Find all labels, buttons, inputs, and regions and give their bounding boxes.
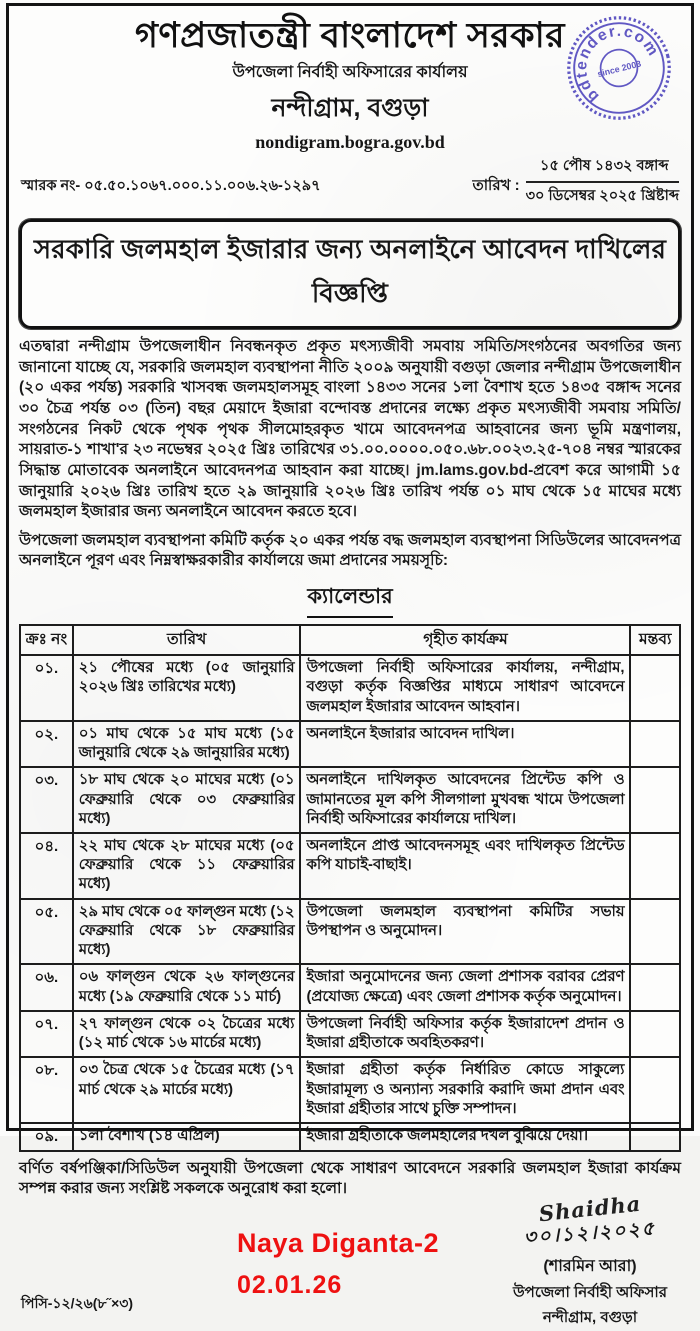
cell-activity: উপজেলা নির্বাহী অফিসার কর্তৃক ইজারাদেশ প্রদান ও ইজারা গ্রহীতাকে অবহিতকরণ।: [300, 1011, 630, 1057]
memo-number: স্মারক নং- ০৫.৫০.১০৬৭.০০০.১১.০০৬.২৬-১২৯৭: [21, 178, 321, 195]
col-header-remark: মন্তব্য: [630, 625, 680, 655]
col-header-date: তারিখ: [73, 625, 301, 655]
cell-remark: [630, 655, 680, 721]
table-row: [20, 721, 680, 767]
cell-date: ২১ পৌষের মধ্যে (০৫ জানুয়ারি ২০২৬ খ্রিঃ তারিখের মধ্যে): [73, 655, 301, 721]
col-header-serial: ক্রঃ নং: [20, 625, 73, 655]
table-row: [20, 899, 680, 965]
table-row: [20, 1123, 680, 1151]
memo-row: [19, 155, 681, 209]
table-row: [20, 655, 680, 721]
calendar-table: [19, 624, 681, 1152]
cell-activity: ইজারা গ্রহীতা কর্তৃক নির্ধারিত কোডে সাকুল্যে ইজারামূল্য ও অন্যান্য সরকারি করাদি জমা প্রদান এবং ইজারা গ্রহীতার সাথে চুক্তি সম্পাদন।: [300, 1057, 630, 1123]
signature-block: [512, 1191, 667, 1331]
date-gregorian: ৩০ ডিসেম্বর ২০২৫ খ্রিষ্টাব্দ: [525, 188, 679, 205]
cell-serial: ০৫.: [20, 899, 73, 965]
cell-activity: অনলাইনে দাখিলকৃত আবেদনের প্রিন্টেড কপি ও জামানতের মূল কপি সীলগালা মুখবন্ধ খামে উপজেলা নির্বাহী অফিসারের কার্যালয়ে দাখিল।: [300, 767, 630, 833]
print-code: পিসি-১২/২৬(৮˝×৩): [21, 1295, 134, 1312]
cell-serial: ০৮.: [20, 1057, 73, 1123]
bdtender-stamp-icon: [565, 14, 673, 122]
stamp-ring-text: bdtender.com: [572, 22, 663, 106]
signature-scribble: Shaidha: [537, 1191, 643, 1227]
cell-serial: ০৩.: [20, 767, 73, 833]
government-title: গণপ্রজাতন্ত্রী বাংলাদেশ সরকার: [134, 16, 566, 55]
col-header-activity: গৃহীত কার্যক্রম: [300, 625, 630, 655]
cell-activity: অনলাইনে প্রাপ্ত আবেদনসমূহ এবং দাখিলকৃত প্রিন্টেড কপি যাচাই-বাছাই।: [300, 833, 630, 899]
cell-activity: উপজেলা নির্বাহী অফিসারের কার্যালয়, নন্দীগ্রাম, বগুড়া কর্তৃক বিজ্ঞপ্তির মাধ্যমে সাধারণ আবেদনে জলমহাল ইজারার আবেদন আহবান।: [300, 655, 630, 721]
cell-remark: [630, 899, 680, 965]
office-location: নন্দীগ্রাম, বগুড়া: [271, 94, 429, 123]
newspaper-annotation: [237, 1230, 439, 1298]
table-row: [20, 964, 680, 1010]
cell-activity: অনলাইনে ইজারার আবেদন দাখিল।: [300, 721, 630, 767]
newspaper-name: Naya Diganta-2: [237, 1228, 440, 1259]
office-name: উপজেলা নির্বাহী অফিসারের কার্যালয়: [232, 64, 468, 82]
date-bangla: ১৫ পৌষ ১৪৩২ বঙ্গাব্দ: [526, 155, 679, 183]
signatory-location: নন্দীগ্রাম, বগুড়া: [542, 1309, 638, 1327]
calendar-heading-wrap: [19, 580, 681, 618]
cell-serial: ০১.: [20, 655, 73, 721]
cell-remark: [630, 1057, 680, 1123]
cell-date: ১লা বৈশাখ (১৪ এপ্রিল): [73, 1123, 301, 1151]
cell-remark: [630, 721, 680, 767]
cell-remark: [630, 1011, 680, 1057]
notice-title: সরকারি জলমহাল ইজারার জন্য অনলাইনে আবেদন দাখিলের বিজ্ঞপ্তি: [33, 234, 667, 309]
body-paragraph-2: উপজেলা জলমহাল ব্যবস্থাপনা কমিটি কর্তৃক ২০ একর পর্যন্ত বদ্ধ জলমহাল ব্যবস্থাপনা সিডিউলের আবেদনপত্র অনলাইনে পূরণ এবং নিম্নস্বাক্ষরকারীর কার্যালয়ে জমা প্রদানের সময়সূচি:: [19, 531, 681, 570]
cell-serial: ০৯.: [20, 1123, 73, 1151]
cell-activity: ইজারা অনুমোদনের জন্য জেলা প্রশাসক বরাবর প্রেরণ (প্রযোজ্য ক্ষেত্রে) এবং জেলা প্রশাসক কর্তৃক অনুমোদন।: [300, 964, 630, 1010]
signatory-designation: উপজেলা নির্বাহী অফিসার: [512, 1284, 667, 1302]
cell-date: ০১ মাঘ থেকে ১৫ মাঘ মধ্যে (১৫ জানুয়ারি থেকে ২৯ জানুয়ারির মধ্যে): [73, 721, 301, 767]
closing-paragraph: বর্ণিত বর্ষপঞ্জিকা/সিডিউল অনুযায়ী উপজেলা থেকে সাধারণ আবেদনে সরকারি জলমহাল ইজারা কার্যক্রম সম্পন্ন করার জন্য সংশ্লিষ্ট সকলকে অনুরোধ করা হলো।: [19, 1159, 681, 1198]
letterhead: [19, 12, 681, 153]
office-website: nondigram.bogra.gov.bd: [255, 132, 445, 153]
date-stack: [526, 155, 679, 209]
table-row: [20, 767, 680, 833]
calendar-heading: ক্যালেন্ডার: [307, 580, 392, 618]
signatory-name: (শারমিন আরা): [543, 1258, 637, 1276]
document-frame: [6, 3, 694, 1327]
table-row: [20, 1011, 680, 1057]
date-block: [472, 155, 679, 209]
cell-serial: ০৭.: [20, 1011, 73, 1057]
cell-activity: উপজেলা জলমহাল ব্যবস্থাপনা কমিটির সভায় উপস্থাপন ও অনুমোদন।: [300, 899, 630, 965]
cell-date: ২৯ মাঘ থেকে ০৫ ফাল্গুন মধ্যে (১২ ফেব্রুয়ারি থেকে ১৮ ফেব্রুয়ারির মধ্যে): [73, 899, 301, 965]
signature-date-scribble: ৩০।১২।২০২৫: [523, 1217, 657, 1249]
cell-date: ০৬ ফাল্গুন থেকে ২৬ ফাল্গুনের মধ্যে (১৯ ফেব্রুয়ারি থেকে ১১ মার্চ): [73, 964, 301, 1010]
date-label: তারিখ :: [472, 176, 520, 194]
cell-date: ২৭ ফাল্গুন থেকে ০২ চৈত্রের মধ্যে (১২ মার্চ থেকে ১৬ মার্চের মধ্যে): [73, 1011, 301, 1057]
cell-remark: [630, 767, 680, 833]
bottom-strip: [19, 1191, 681, 1330]
cell-remark: [630, 833, 680, 899]
table-header-row: [20, 625, 680, 655]
cell-serial: ০৬.: [20, 964, 73, 1010]
cell-remark: [630, 964, 680, 1010]
cell-date: ১৮ মাঘ থেকে ২০ মাঘের মধ্যে (০১ ফেব্রুয়ারি থেকে ০৩ ফেব্রুয়ারির মধ্যে): [73, 767, 301, 833]
cell-serial: ০৪.: [20, 833, 73, 899]
stamp-center-text: since 2003: [596, 58, 643, 80]
table-row: [20, 1057, 680, 1123]
table-row: [20, 833, 680, 899]
publish-date: 02.01.26: [237, 1271, 343, 1300]
notice-title-banner: [19, 219, 681, 329]
cell-remark: [630, 1123, 680, 1151]
cell-activity: ইজারা গ্রহীতাকে জলমহালের দখল বুঝিয়ে দেয়া।: [300, 1123, 630, 1151]
cell-serial: ০২.: [20, 721, 73, 767]
cell-date: ২২ মাঘ থেকে ২৮ মাঘের মধ্যে (০৫ ফেব্রুয়ারি থেকে ১১ ফেব্রুয়ারির মধ্যে): [73, 833, 301, 899]
body-paragraph-1: এতদ্বারা নন্দীগ্রাম উপজেলাধীন নিবন্ধনকৃত প্রকৃত মৎস্যজীবী সমবায় সমিতি/সংগঠনের অবগতির জন্য জানানো যাচ্ছে যে, সরকারি জলমহাল ব্যবস্থাপনা নীতি ২০০৯ অনুযায়ী বগুড়া জেলার নন্দীগ্রাম উপজেলাধীন (২০ একর পর্যন্ত) সরকারি খাসবন্ধ জলমহালসমূহ বাংলা ১৪৩৩ সনের ১লা বৈশাখ হতে ১৪৩৫ বঙ্গাব্দ সনের ৩০ চৈত্র পর্যন্ত ০৩ (তিন) বছর মেয়াদে ইজারা বন্দোবস্ত প্রদানের লক্ষ্যে প্রকৃত মৎস্যজীবী সমবায় সমিতি/সংগঠনের নিকট থেকে পৃথক পৃথক সীলমোহরকৃত খামে আবেদনপত্র আহবানের জন্য ভূমি মন্ত্রণালয়, সায়রাত-১ শাখা'র ২৩ নভেম্বর ২০২৫ খ্রিঃ তারিখের ৩১.০০.০০০০.০৫০.৬৮.০০২৩.২৫-৭০৪ নম্বর স্মারকের সিদ্ধান্ত মোতাবেক অনলাইনে আবেদনপত্র আহবান করা যাচ্ছে। jm.lams.gov.bd-প্রবেশ করে আগামী ১৫ জানুয়ারি ২০২৬ খ্রিঃ তারিখ হতে ২৯ জানুয়ারি ২০২৬ খ্রিঃ তারিখ পর্যন্ত ০১ মাঘ থেকে ১৫ মাঘের মধ্যে জলমহাল ইজারার জন্য অনলাইনে আবেদন করতে হবে।: [19, 338, 681, 521]
cell-date: ০৩ চৈত্র থেকে ১৫ চৈত্রের মধ্যে (১৭ মার্চ থেকে ২৯ মার্চের মধ্যে): [73, 1057, 301, 1123]
